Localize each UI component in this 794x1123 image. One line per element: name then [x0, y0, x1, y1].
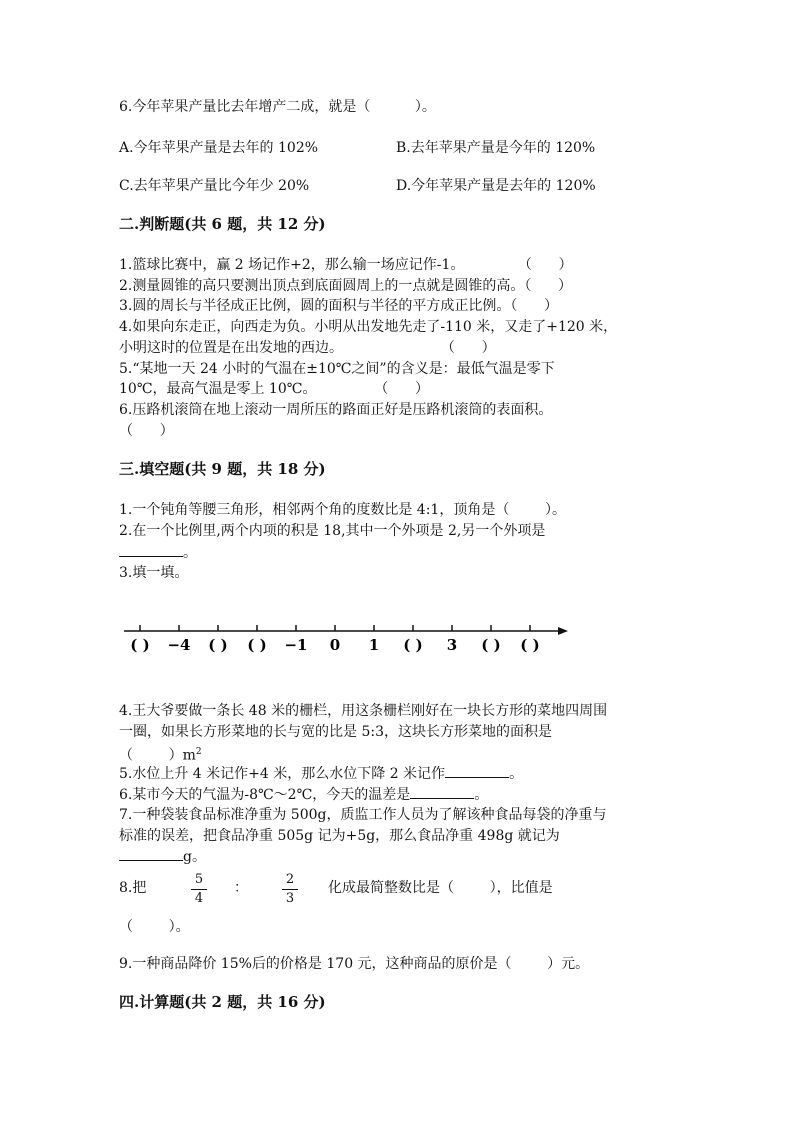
fill-q6: 6.某市今天的气温为-8℃～2℃，今天的温差是 。 [119, 784, 488, 805]
fill-q4-line3: （ ）$m^2$ [119, 747, 202, 764]
number-line-blank[interactable]: ( ) [130, 636, 150, 654]
fill-q5: 5.水位上升 4 米记作+4 米，那么水位下降 2 米记作 。 [119, 763, 523, 784]
fill-q4-line2: 一圈，如果长方形菜地的长与宽的比是 5:3，这块长方形菜地的面积是 [119, 724, 552, 740]
fraction-2-3: 2 3 [280, 872, 300, 907]
number-line-label: 0 [329, 636, 341, 654]
section4-title: 四.计算题(共 2 题，共 16 分) [119, 993, 326, 1011]
fill-q7-line1: 7.一种袋装食品标准净重为 500g，质监工作人员为了解该种食品每袋的净重与 [119, 807, 607, 823]
judge-line-4: 4.如果向东走正，向西走为负。小明从出发地先走了-110 米，又走了+120 米， [119, 319, 618, 335]
fill-q8-rest: 化成最简整数比是（ ），比值是 [328, 880, 553, 896]
number-line-blank[interactable]: ( ) [520, 636, 540, 654]
judge-line-2: 2.测量圆锥的高只要测出顶点到底面圆周上的一点就是圆锥的高。（ ） [119, 278, 573, 294]
fill-q8-lead: 8.把 [119, 880, 147, 896]
judge-line-8: 6.压路机滚筒在地上滚动一周所压的路面正好是压路机滚筒的表面积。 [119, 402, 553, 418]
q6-stem: 6.今年苹果产量比去年增产二成，就是（ ）。 [119, 99, 436, 115]
number-line-label: −4 [167, 636, 191, 654]
fill-q7-line3: g。 [119, 846, 206, 867]
fill-q9: 9.一种商品降价 15%后的价格是 170 元，这种商品的原价是（ ）元。 [119, 956, 590, 972]
fraction-5-4: 5 4 [189, 872, 209, 907]
judge-line-7: 10℃，最高气温是零上 10℃。 （ ） [119, 381, 429, 397]
number-line-blank[interactable]: ( ) [481, 636, 501, 654]
fill-q4-line1: 4.王大爷要做一条长 48 米的栅栏，用这条栅栏刚好在一块长方形的菜地四周围 [119, 703, 608, 719]
judge-line-9: （ ） [119, 423, 174, 439]
judge-line-5: 小明这时的位置是在出发地的西边。 （ ） [119, 340, 496, 356]
section2-title: 二.判断题(共 6 题，共 12 分) [119, 215, 326, 233]
answer-blank[interactable] [445, 763, 509, 778]
fill-q2-line1: 2.在一个比例里,两个内项的积是 18,其中一个外项是 2,另一个外项是 [119, 523, 546, 539]
judge-line-1: 1.篮球比赛中，赢 2 场记作+2，那么输一场应记作-1。 （ ） [119, 257, 573, 273]
fill-q7-line2: 标准的误差，把食品净重 505g 记为+5g，那么食品净重 498g 就记为 [119, 828, 560, 844]
q6-option-b[interactable]: B.去年苹果产量是今年的 120% [396, 140, 596, 156]
fill-q1: 1.一个钝角等腰三角形，相邻两个角的度数比是 4:1，顶角是（ ）。 [119, 502, 566, 518]
judge-line-6: 5.“某地一天 24 小时的气温在±10℃之间”的含义是：最低气温是零下 [119, 361, 555, 377]
number-line-label: 1 [368, 636, 380, 654]
number-line-blank[interactable]: ( ) [208, 636, 228, 654]
fill-q8-line2: （ ）。 [119, 919, 190, 935]
arrow-right-icon [558, 627, 568, 635]
number-line-label: 3 [446, 636, 458, 654]
number-line-blank[interactable]: ( ) [403, 636, 423, 654]
section3-title: 三.填空题(共 9 题，共 18 分) [119, 460, 326, 478]
q6-option-c[interactable]: C.去年苹果产量比今年少 20% [119, 178, 310, 194]
number-line-label: −1 [284, 636, 308, 654]
answer-blank[interactable] [119, 542, 183, 557]
fill-q2-line2: 。 [119, 542, 197, 563]
answer-blank[interactable] [119, 846, 183, 861]
fill-q3: 3.填一填。 [119, 565, 189, 581]
number-line-blank[interactable]: ( ) [247, 636, 267, 654]
judge-line-3: 3.圆的周长与半径成正比例，圆的面积与半径的平方成正比例。（ ） [119, 298, 559, 314]
q6-option-d[interactable]: D.今年苹果产量是去年的 120% [396, 178, 596, 194]
ratio-colon: ： [234, 880, 248, 896]
q6-option-a[interactable]: A.今年苹果产量是去年的 102% [119, 140, 319, 156]
answer-blank[interactable] [410, 784, 474, 799]
superscript: 2 [195, 747, 202, 757]
number-line [118, 618, 578, 662]
